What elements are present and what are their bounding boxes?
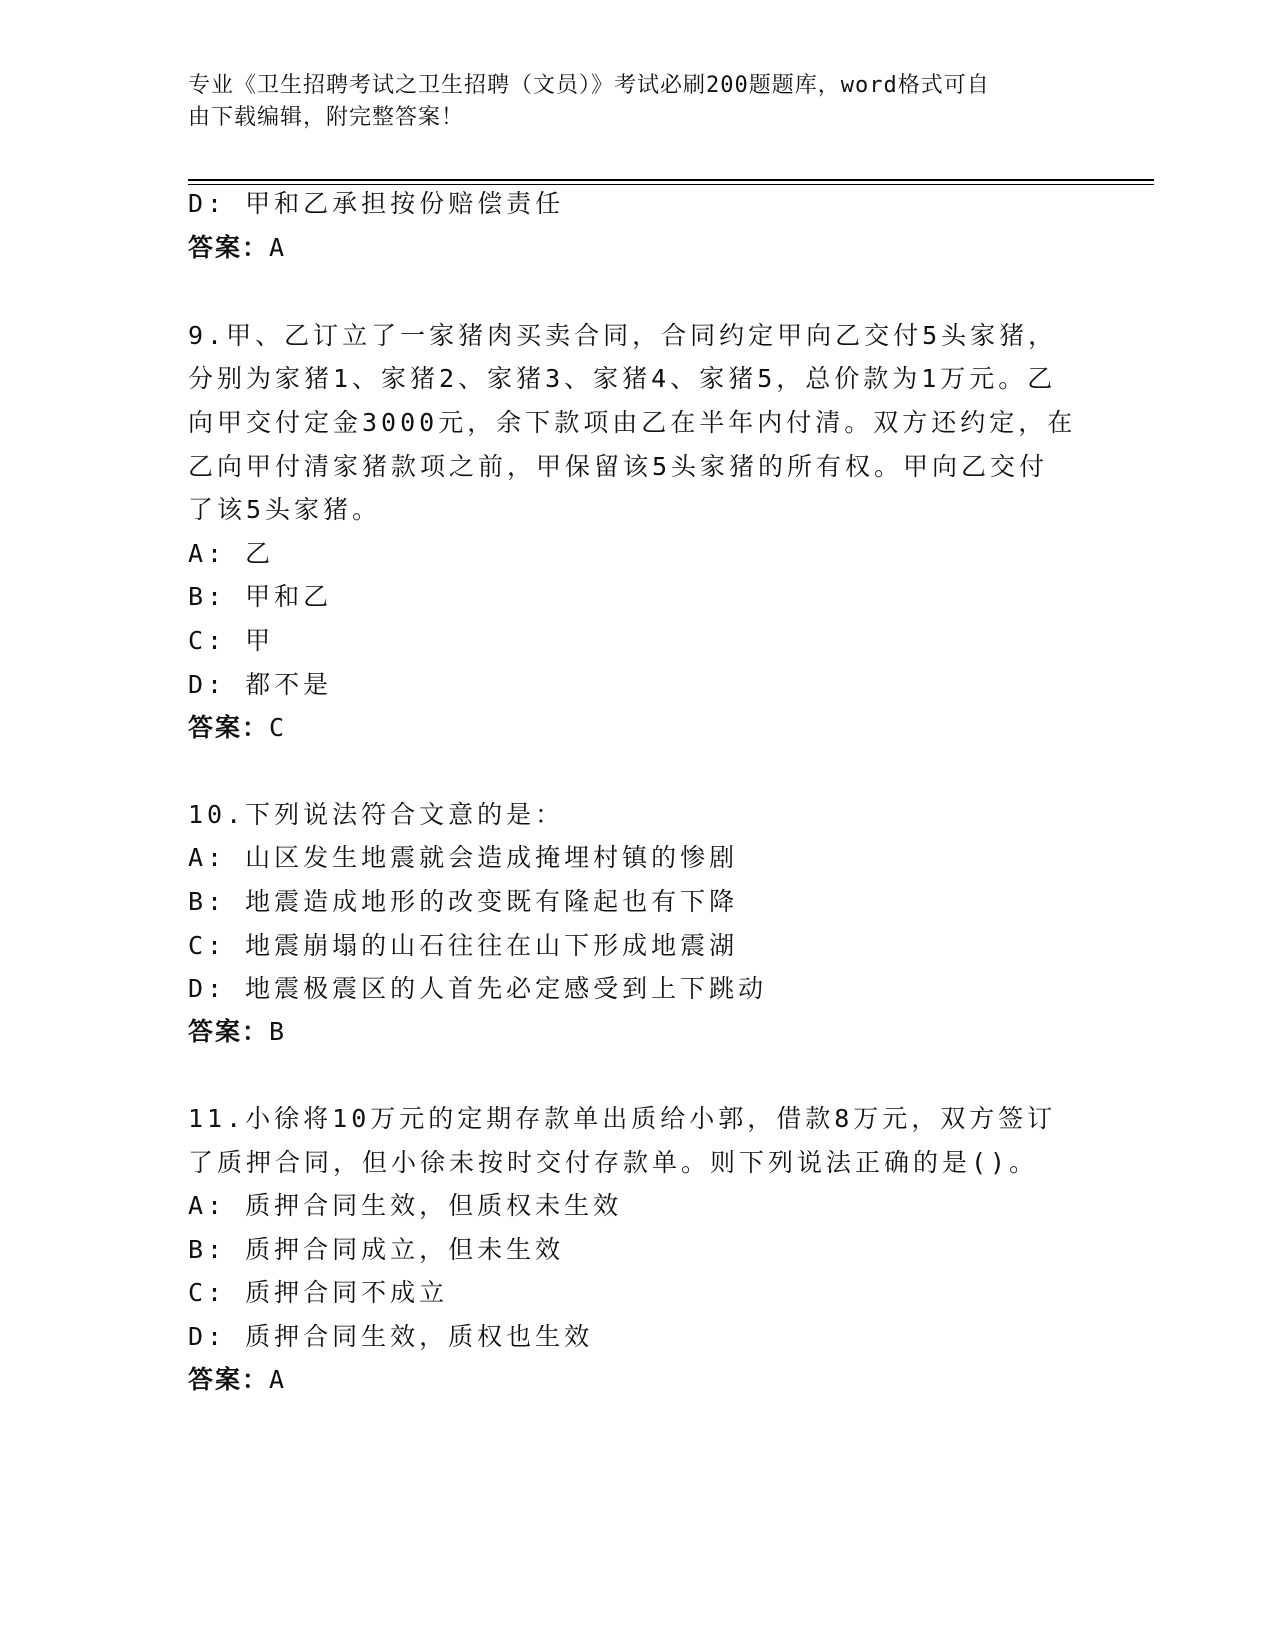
answer-label: 答案： [188, 233, 270, 262]
answer-label: 答案： [188, 1017, 270, 1046]
q10-option-c: C: 地震崩塌的山石往往在山下形成地震湖 [188, 931, 739, 960]
q9-stem-line-2: 分别为家猪1、家猪2、家猪3、家猪4、家猪5，总价款为1万元。乙 [188, 364, 1057, 393]
q8-option-d: D: 甲和乙承担按份赔偿责任 [188, 189, 565, 218]
q11-option-d: D: 质押合同生效，质权也生效 [188, 1322, 594, 1351]
q9-option-b: B: 甲和乙 [188, 582, 333, 611]
answer-label: 答案： [188, 1365, 270, 1394]
answer-value: B [269, 1017, 285, 1046]
q9-option-a: A: 乙 [188, 539, 275, 568]
q10-option-d: D: 地震极震区的人首先必定感受到上下跳动 [188, 974, 768, 1003]
q9-stem-line-5: 了该5头家猪。 [188, 495, 382, 524]
q11-option-c: C: 质押合同不成立 [188, 1278, 449, 1307]
q9-stem-line-1: 9.甲、乙订立了一家猪肉买卖合同，合同约定甲向乙交付5头家猪， [188, 321, 1058, 350]
header-divider-thin [188, 184, 1154, 185]
q9-option-d: D: 都不是 [188, 670, 333, 699]
q9-answer [188, 712, 284, 744]
q9-option-c: C: 甲 [188, 626, 275, 655]
q11-answer [188, 1364, 284, 1396]
header-line-2: 由下载编辑，附完整答案！ [188, 105, 465, 130]
answer-label: 答案： [188, 713, 270, 742]
q11-option-b: B: 质押合同成立，但未生效 [188, 1235, 565, 1264]
answer-value: A [269, 1365, 285, 1394]
q9-stem-line-3: 向甲交付定金3000元，余下款项由乙在半年内付清。双方还约定，在 [188, 408, 1077, 437]
document-header [188, 70, 1088, 134]
q10-option-b: B: 地震造成地形的改变既有隆起也有下降 [188, 887, 739, 916]
q10-stem-line-1: 10.下列说法符合文意的是： [188, 800, 565, 829]
q9-stem-line-4: 乙向甲付清家猪款项之前，甲保留该5头家猪的所有权。甲向乙交付 [188, 452, 1049, 481]
header-divider-thick [188, 179, 1154, 181]
header-line-1: 专业《卫生招聘考试之卫生招聘（文员）》考试必刷200题题库，word格式可自 [188, 73, 990, 98]
q8-answer [188, 232, 284, 264]
q11-option-a: A: 质押合同生效，但质权未生效 [188, 1191, 623, 1220]
q11-stem-line-2: 了质押合同，但小徐未按时交付存款单。则下列说法正确的是()。 [188, 1148, 1039, 1177]
answer-value: C [269, 713, 285, 742]
answer-value: A [269, 233, 285, 262]
q10-answer [188, 1016, 284, 1048]
q10-option-a: A: 山区发生地震就会造成掩埋村镇的惨剧 [188, 843, 739, 872]
q11-stem-line-1: 11.小徐将10万元的定期存款单出质给小郭，借款8万元，双方签订 [188, 1104, 1057, 1133]
